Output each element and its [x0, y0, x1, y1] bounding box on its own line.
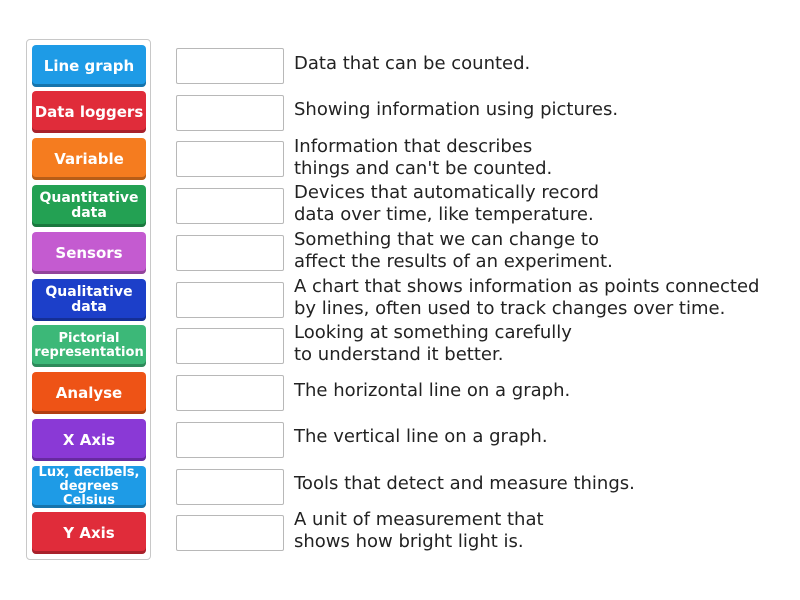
tile-data-loggers[interactable]: [32, 91, 146, 133]
definition-line: by lines, often used to track changes over time.: [294, 298, 726, 319]
tile-label: Sensors: [55, 243, 123, 262]
definition-line: Information that describes: [294, 136, 533, 157]
definition-line: Devices that automatically record: [294, 182, 599, 203]
definition-line: A chart that shows information as points connected: [294, 276, 760, 297]
definition-4: [294, 182, 599, 226]
definition-line: data over time, like temperature.: [294, 204, 594, 225]
tile-label: Analyse: [55, 383, 123, 402]
tile-quantitative-data[interactable]: [32, 185, 146, 227]
tile-label: Lux, decibels, degrees Celsius: [38, 464, 140, 509]
tile-label: Y Axis: [63, 523, 115, 542]
tile-lux-decibels-degrees-celsius[interactable]: [32, 466, 146, 508]
drop-box-8[interactable]: [176, 375, 284, 411]
drop-box-3[interactable]: [176, 141, 284, 177]
tile-pictorial-representation[interactable]: [32, 325, 146, 367]
drop-box-4[interactable]: [176, 188, 284, 224]
definition-8: [294, 380, 570, 402]
definition-line: The horizontal line on a graph.: [294, 380, 571, 401]
tile-label: Qualitative data: [45, 283, 133, 315]
tile-qualitative-data[interactable]: [32, 279, 146, 321]
definition-line: Tools that detect and measure things.: [294, 473, 635, 494]
definition-11: [294, 509, 544, 553]
definition-line: Data that can be counted.: [294, 53, 531, 74]
tile-label: Pictorial representation: [34, 330, 144, 360]
definition-line: shows how bright light is.: [294, 531, 524, 552]
definition-6: [294, 276, 759, 320]
drop-box-5[interactable]: [176, 235, 284, 271]
drop-box-7[interactable]: [176, 328, 284, 364]
tile-variable[interactable]: [32, 138, 146, 180]
definition-line: affect the results of an experiment.: [294, 251, 613, 272]
definition-9: [294, 426, 548, 448]
tile-x-axis[interactable]: [32, 419, 146, 461]
definition-2: [294, 99, 618, 121]
tile-label: Variable: [54, 149, 124, 168]
definition-line: things and can't be counted.: [294, 158, 553, 179]
tile-label: Data loggers: [34, 102, 144, 121]
definition-5: [294, 229, 613, 273]
drop-box-11[interactable]: [176, 515, 284, 551]
definition-line: Looking at something carefully: [294, 322, 572, 343]
tile-label: Quantitative data: [39, 189, 139, 221]
definition-1: [294, 53, 530, 75]
definition-line: Something that we can change to: [294, 229, 599, 250]
definition-line: A unit of measurement that: [294, 509, 544, 530]
drop-box-2[interactable]: [176, 95, 284, 131]
tile-analyse[interactable]: [32, 372, 146, 414]
definition-line: to understand it better.: [294, 344, 504, 365]
definition-3: [294, 136, 552, 180]
drop-box-1[interactable]: [176, 48, 284, 84]
drop-box-9[interactable]: [176, 422, 284, 458]
tile-sensors[interactable]: [32, 232, 146, 274]
drop-box-10[interactable]: [176, 469, 284, 505]
tile-line-graph[interactable]: [32, 45, 146, 87]
tile-y-axis[interactable]: [32, 512, 146, 554]
definition-line: Showing information using pictures.: [294, 99, 619, 120]
drop-box-6[interactable]: [176, 282, 284, 318]
definition-10: [294, 473, 635, 495]
definition-7: [294, 322, 572, 366]
definition-line: The vertical line on a graph.: [294, 426, 548, 447]
tile-label: Line graph: [43, 56, 135, 75]
tile-label: X Axis: [62, 430, 116, 449]
